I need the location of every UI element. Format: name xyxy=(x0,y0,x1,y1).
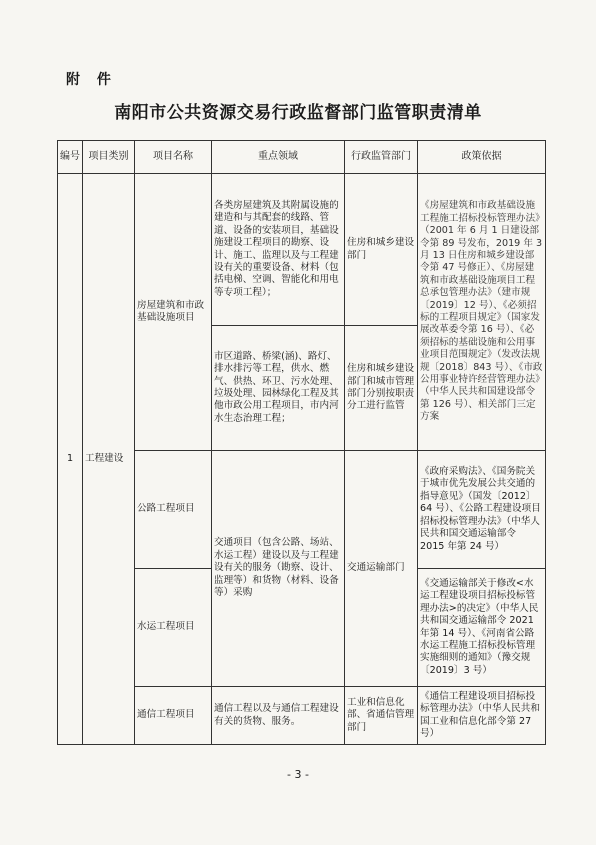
table-header-row xyxy=(58,141,546,174)
housing-dept-a: 住房和城乡建设部门 xyxy=(345,174,418,326)
header-domain: 重点领域 xyxy=(212,141,345,174)
page-number: - 3 - xyxy=(287,768,309,781)
header-dept: 行政监管部门 xyxy=(345,141,418,174)
header-policy: 政策依据 xyxy=(418,141,546,174)
housing-policy: 《房屋建筑和市政基础设施工程施工招标投标管理办法》（2001 年 6 月 1 日建设部令第 89 号发布，2019 年 3 月 13 日住房和城乡建设部令第 47 号修正）、《房屋建筑和市政基础设施项目工程总承包管理办法》（建市规〔2019〕12 号）、《必须招标的工程项目规定》（国家发展改革委令第 16 号）、《必须招标的基础设施和公用事业项目范围规定》（发改法规规〔2018〕843 号）、《市政公用事业特许经营管理办法》（中华人民共和国建设部令第 126 号）、相关部门三定方案 xyxy=(418,174,546,451)
table-row xyxy=(58,174,546,326)
housing-domain-b: 市区道路、桥梁(涵)、路灯、排水排污等工程，供水、燃气、供热、环卫、污水处理、垃圾处理、园林绿化工程及其他市政公用工程项目，市内河水生态治理工程； xyxy=(212,326,345,451)
transport-dept: 交通运输部门 xyxy=(345,451,418,687)
responsibility-table xyxy=(57,140,546,745)
page-title: 南阳市公共资源交易行政监督部门监管职责清单 xyxy=(114,103,482,123)
highway-project-name: 公路工程项目 xyxy=(135,451,212,569)
highway-policy: 《政府采购法》、《国务院关于城市优先发展公共交通的指导意见》（国发〔2012〕64 号）、《公路工程建设项目招标投标管理办法》（中华人民共和国交通运输部令 2015 年第 24 号） xyxy=(418,451,546,569)
telecom-policy: 《通信工程建设项目招标投标管理办法》（中华人民共和国工业和信息化部令第 27 号） xyxy=(418,687,546,745)
housing-project-name: 房屋建筑和市政基础设施项目 xyxy=(135,174,212,451)
transport-domain: 交通项目（包含公路、场站、水运工程）建设以及与工程建设有关的服务（勘察、设计、监理等）和货物（材料、设备等）采购 xyxy=(212,451,345,687)
housing-dept-b: 住房和城乡建设部门和城市管理部门分别按职责分工进行监管 xyxy=(345,326,418,451)
telecom-dept: 工业和信息化部、省通信管理部门 xyxy=(345,687,418,745)
row-category: 工程建设 xyxy=(83,174,135,745)
waterway-project-name: 水运工程项目 xyxy=(135,569,212,687)
telecom-domain: 通信工程以及与通信工程建设有关的货物、服务。 xyxy=(212,687,345,745)
header-category: 项目类别 xyxy=(83,141,135,174)
housing-domain-a: 各类房屋建筑及其附属设施的建造和与其配套的线路、管道、设备的安装项目，基础设施建设工程项目的勘察、设计、施工、监理以及与工程建设有关的重要设备、材料（包括电梯、空调、智能化和用电等专项工程）； xyxy=(212,174,345,326)
row-number: 1 xyxy=(58,174,83,745)
attachment-label: 附 件 xyxy=(66,72,117,88)
header-no: 编号 xyxy=(58,141,83,174)
header-name: 项目名称 xyxy=(135,141,212,174)
telecom-project-name: 通信工程项目 xyxy=(135,687,212,745)
waterway-policy: 《交通运输部关于修改<水运工程建设项目招标投标管理办法>的决定》（中华人民共和国交通运输部令 2021 年第 14 号）、《河南省公路水运工程施工招标投标管理实施细则的通知》（豫交规〔2019〕3 号） xyxy=(418,569,546,687)
